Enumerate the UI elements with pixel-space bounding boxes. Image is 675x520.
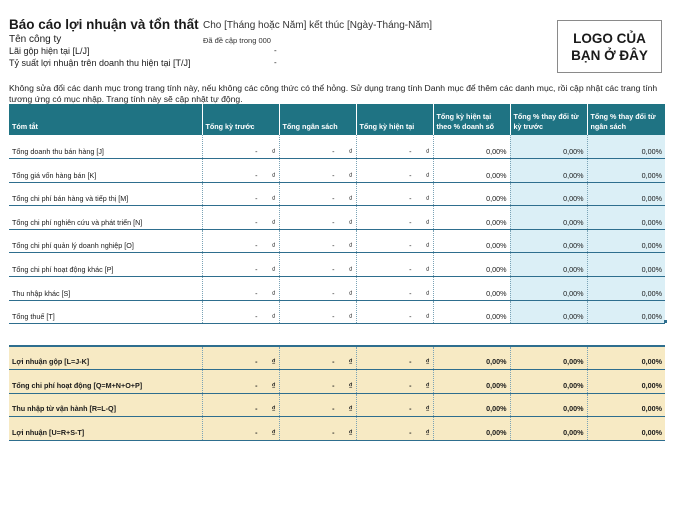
- percent-cell[interactable]: 0,00%: [433, 370, 510, 394]
- amount-cell[interactable]: [202, 182, 279, 206]
- percent-cell[interactable]: 0,00%: [433, 417, 510, 441]
- amount-value: -: [409, 194, 412, 204]
- company-name: Tên công ty: [9, 34, 62, 45]
- currency-symbol: ₫: [271, 357, 276, 367]
- col-header-budget: Tổng ngân sách: [279, 104, 356, 135]
- amount-cell[interactable]: [202, 300, 279, 324]
- row-label[interactable]: Tổng chi phí hoạt động [Q=M+N+O+P]: [9, 370, 202, 394]
- amount-cell[interactable]: [356, 229, 433, 253]
- amount-cell[interactable]: [279, 300, 356, 324]
- amount-cell[interactable]: [202, 229, 279, 253]
- currency-symbol: ₫: [271, 217, 276, 227]
- percent-cell[interactable]: 0,00%: [587, 206, 665, 230]
- amount-value: -: [255, 380, 258, 390]
- currency-symbol: ₫: [271, 170, 276, 180]
- amount-value: -: [332, 404, 335, 414]
- amount-cell[interactable]: [202, 393, 279, 417]
- amount-value: -: [255, 265, 258, 275]
- table-row: [9, 182, 665, 206]
- currency-symbol: ₫: [348, 312, 353, 322]
- amount-value: -: [409, 147, 412, 157]
- amount-cell[interactable]: [279, 253, 356, 277]
- amount-cell[interactable]: [356, 346, 433, 370]
- row-label[interactable]: Tổng thuế [T]: [9, 300, 202, 324]
- col-header-current: Tổng kỳ hiện tại: [356, 104, 433, 135]
- currency-symbol: ₫: [271, 427, 276, 437]
- amount-value: -: [255, 194, 258, 204]
- percent-cell[interactable]: 0,00%: [510, 253, 587, 277]
- amount-value: -: [255, 357, 258, 367]
- amount-value: -: [255, 147, 258, 157]
- currency-symbol: ₫: [348, 147, 353, 157]
- currency-symbol: ₫: [348, 404, 353, 414]
- col-header-prior: Tổng kỳ trước: [202, 104, 279, 135]
- percent-cell[interactable]: 0,00%: [587, 277, 665, 301]
- amount-value: -: [332, 312, 335, 322]
- percent-cell[interactable]: 0,00%: [433, 182, 510, 206]
- amount-value: -: [255, 170, 258, 180]
- table-row: [9, 346, 665, 370]
- amount-cell[interactable]: [356, 277, 433, 301]
- amount-cell[interactable]: [202, 277, 279, 301]
- amount-value: -: [409, 404, 412, 414]
- amount-value: -: [332, 288, 335, 298]
- amount-value: -: [332, 147, 335, 157]
- amount-cell[interactable]: [202, 417, 279, 441]
- currency-symbol: ₫: [348, 194, 353, 204]
- amount-value: -: [332, 427, 335, 437]
- amount-value: -: [409, 288, 412, 298]
- col-header-pct-sales: Tổng kỳ hiện tại theo % doanh số: [433, 104, 510, 135]
- percent-cell[interactable]: 0,00%: [587, 229, 665, 253]
- row-label[interactable]: Tổng chi phí quản lý doanh nghiệp [O]: [9, 229, 202, 253]
- percent-cell[interactable]: 0,00%: [510, 300, 587, 324]
- currency-symbol: ₫: [425, 288, 430, 298]
- amount-value: -: [409, 217, 412, 227]
- profit-ratio-value: -: [274, 58, 277, 67]
- amount-cell[interactable]: [356, 159, 433, 183]
- currency-symbol: ₫: [348, 288, 353, 298]
- summary-table: [9, 104, 665, 324]
- amount-cell[interactable]: [279, 370, 356, 394]
- amount-cell[interactable]: [356, 253, 433, 277]
- amount-value: -: [332, 380, 335, 390]
- currency-symbol: ₫: [271, 404, 276, 414]
- row-label[interactable]: Lợi nhuận [U=R+S-T]: [9, 417, 202, 441]
- col-header-change-prior: Tổng % thay đổi từ kỳ trước: [510, 104, 587, 135]
- amount-value: -: [332, 194, 335, 204]
- amount-value: -: [255, 404, 258, 414]
- amount-value: -: [255, 312, 258, 322]
- row-label[interactable]: Thu nhập khác [S]: [9, 277, 202, 301]
- percent-cell[interactable]: 0,00%: [433, 206, 510, 230]
- percent-cell[interactable]: 0,00%: [510, 417, 587, 441]
- percent-cell[interactable]: 0,00%: [510, 229, 587, 253]
- amount-cell[interactable]: [356, 206, 433, 230]
- logo-text: LOGO CỦA BẠN Ở ĐÂY: [571, 30, 648, 63]
- percent-cell[interactable]: 0,00%: [587, 182, 665, 206]
- currency-symbol: ₫: [348, 380, 353, 390]
- amount-cell[interactable]: [356, 370, 433, 394]
- percent-cell[interactable]: 0,00%: [587, 135, 665, 159]
- amount-value: -: [332, 217, 335, 227]
- table-row: [9, 370, 665, 394]
- percent-cell[interactable]: 0,00%: [587, 417, 665, 441]
- table-corner-marker: [664, 320, 667, 323]
- amount-cell[interactable]: [356, 417, 433, 441]
- col-header-summary: Tóm tắt: [9, 104, 202, 135]
- percent-cell[interactable]: 0,00%: [433, 253, 510, 277]
- currency-symbol: ₫: [271, 312, 276, 322]
- percent-cell[interactable]: 0,00%: [510, 370, 587, 394]
- instructions: Không sửa đổi các danh mục trong trang tính này, nếu không các công thức có thể hỏng. Sử dụng trang tính Danh mục để thêm các danh mục, rồi cập nhật các trang tính tương ứng có mục nhập. Trang tính này sẽ cập nhật tự động.: [9, 83, 658, 104]
- report-title: Báo cáo lợi nhuận và tổn thất: [9, 17, 199, 32]
- percent-cell[interactable]: 0,00%: [433, 135, 510, 159]
- amount-cell[interactable]: [202, 370, 279, 394]
- row-label[interactable]: Lợi nhuận gộp [L=J-K]: [9, 346, 202, 370]
- currency-symbol: ₫: [271, 241, 276, 251]
- percent-cell[interactable]: 0,00%: [587, 253, 665, 277]
- currency-symbol: ₫: [425, 217, 430, 227]
- currency-symbol: ₫: [425, 404, 430, 414]
- table-row: [9, 417, 665, 441]
- col-header-change-budget: Tổng % thay đổi từ ngân sách: [587, 104, 665, 135]
- row-label[interactable]: Tổng chi phí hoạt động khác [P]: [9, 253, 202, 277]
- amount-cell[interactable]: [356, 300, 433, 324]
- logo-placeholder: [557, 20, 662, 73]
- amount-value: -: [409, 357, 412, 367]
- currency-symbol: ₫: [271, 265, 276, 275]
- amount-value: -: [255, 217, 258, 227]
- percent-cell[interactable]: 0,00%: [510, 135, 587, 159]
- amount-value: -: [409, 241, 412, 251]
- amount-cell[interactable]: [356, 393, 433, 417]
- amount-value: -: [332, 357, 335, 367]
- percent-cell[interactable]: 0,00%: [433, 159, 510, 183]
- percent-cell[interactable]: 0,00%: [587, 159, 665, 183]
- currency-symbol: ₫: [425, 427, 430, 437]
- amount-value: -: [409, 427, 412, 437]
- amount-value: -: [255, 427, 258, 437]
- percent-cell[interactable]: 0,00%: [587, 393, 665, 417]
- percent-cell[interactable]: 0,00%: [510, 346, 587, 370]
- percent-cell[interactable]: 0,00%: [510, 206, 587, 230]
- currency-symbol: ₫: [425, 170, 430, 180]
- row-label[interactable]: Tổng doanh thu bán hàng [J]: [9, 135, 202, 159]
- amount-value: -: [255, 288, 258, 298]
- percent-cell[interactable]: 0,00%: [510, 393, 587, 417]
- amount-cell[interactable]: [202, 159, 279, 183]
- currency-symbol: ₫: [271, 288, 276, 298]
- currency-symbol: ₫: [348, 427, 353, 437]
- currency-symbol: ₫: [271, 194, 276, 204]
- amount-cell[interactable]: [279, 206, 356, 230]
- table-row: [9, 159, 665, 183]
- currency-symbol: ₫: [348, 265, 353, 275]
- percent-cell[interactable]: 0,00%: [433, 277, 510, 301]
- row-label[interactable]: Tổng chi phí nghiên cứu và phát triển [N]: [9, 206, 202, 230]
- currency-symbol: ₫: [425, 241, 430, 251]
- amount-value: -: [409, 380, 412, 390]
- table-row: [9, 300, 665, 324]
- currency-symbol: ₫: [348, 357, 353, 367]
- amount-cell[interactable]: [279, 229, 356, 253]
- table-header-row: [9, 104, 665, 135]
- amount-value: -: [255, 241, 258, 251]
- currency-symbol: ₫: [425, 265, 430, 275]
- totals-table: [9, 345, 665, 441]
- amount-cell[interactable]: [279, 277, 356, 301]
- amount-cell[interactable]: [202, 206, 279, 230]
- table-row: [9, 135, 665, 159]
- currency-symbol: ₫: [425, 312, 430, 322]
- currency-symbol: ₫: [271, 380, 276, 390]
- amount-value: -: [332, 170, 335, 180]
- report-period: Cho [Tháng hoặc Năm] kết thúc [Ngày-Tháng-Năm]: [203, 20, 432, 31]
- row-label[interactable]: Tổng chi phí bán hàng và tiếp thị [M]: [9, 182, 202, 206]
- row-label[interactable]: Thu nhập từ vận hành [R=L-Q]: [9, 393, 202, 417]
- amount-value: -: [409, 312, 412, 322]
- percent-cell[interactable]: 0,00%: [433, 300, 510, 324]
- gross-margin-label: Lãi gộp hiện tại [L/J]: [9, 46, 90, 56]
- table-row: [9, 206, 665, 230]
- currency-symbol: ₫: [425, 147, 430, 157]
- percent-cell[interactable]: 0,00%: [587, 300, 665, 324]
- percent-cell[interactable]: 0,00%: [587, 370, 665, 394]
- gross-margin-value: -: [274, 46, 277, 55]
- percent-cell[interactable]: 0,00%: [433, 346, 510, 370]
- currency-symbol: ₫: [425, 357, 430, 367]
- percent-cell[interactable]: 0,00%: [510, 182, 587, 206]
- amount-cell[interactable]: [202, 253, 279, 277]
- amount-value: -: [332, 241, 335, 251]
- amount-cell[interactable]: [356, 135, 433, 159]
- table-row: [9, 229, 665, 253]
- amount-cell[interactable]: [279, 135, 356, 159]
- row-label[interactable]: Tổng giá vốn hàng bán [K]: [9, 159, 202, 183]
- amount-value: -: [409, 265, 412, 275]
- currency-symbol: ₫: [348, 241, 353, 251]
- amount-cell[interactable]: [202, 135, 279, 159]
- currency-symbol: ₫: [271, 147, 276, 157]
- profit-ratio-label: Tỷ suất lợi nhuận trên doanh thu hiện tại [T/J]: [9, 58, 191, 68]
- table-row: [9, 277, 665, 301]
- currency-symbol: ₫: [348, 170, 353, 180]
- amount-value: -: [332, 265, 335, 275]
- amount-cell[interactable]: [279, 393, 356, 417]
- percent-cell[interactable]: 0,00%: [433, 229, 510, 253]
- amount-cell[interactable]: [279, 159, 356, 183]
- amount-cell[interactable]: [279, 417, 356, 441]
- amount-value: -: [409, 170, 412, 180]
- percent-cell[interactable]: 0,00%: [587, 346, 665, 370]
- amount-cell[interactable]: [279, 346, 356, 370]
- table-row: [9, 393, 665, 417]
- table-row: [9, 253, 665, 277]
- percent-cell[interactable]: 0,00%: [510, 159, 587, 183]
- amount-cell[interactable]: [202, 346, 279, 370]
- update-note: Đã đề cập trong 000: [203, 36, 271, 45]
- percent-cell[interactable]: 0,00%: [510, 277, 587, 301]
- percent-cell[interactable]: 0,00%: [433, 393, 510, 417]
- amount-cell[interactable]: [279, 182, 356, 206]
- amount-cell[interactable]: [356, 182, 433, 206]
- currency-symbol: ₫: [348, 217, 353, 227]
- currency-symbol: ₫: [425, 194, 430, 204]
- currency-symbol: ₫: [425, 380, 430, 390]
